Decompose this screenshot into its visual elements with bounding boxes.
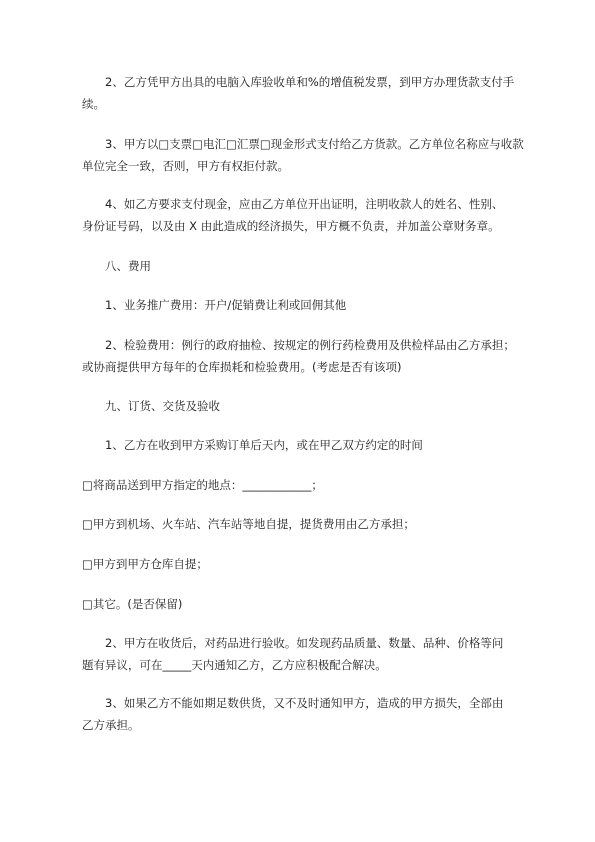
paragraph-line: 续。 <box>82 97 105 111</box>
paragraph-line: 或协商提供甲方每年的仓库损耗和检验费用。(考虑是否有该项) <box>82 360 402 374</box>
paragraph-acceptance <box>82 632 522 676</box>
paragraph-line: 2、甲方在收货后，对药品进行验收。如发现药品质量、数量、品种、价格等问 <box>105 636 504 650</box>
paragraph-line: 身份证号码，以及由 X 由此造成的经济损失，甲方概不负责，并加盖公章财务章。 <box>82 219 500 233</box>
section-heading-fees: 八、费用 <box>105 259 151 273</box>
option-other: □其它。(是否保留) <box>82 597 183 611</box>
paragraph-line: 乙方承担。 <box>82 718 140 732</box>
paragraph-line: 4、如乙方要求支付现金，应由乙方单位开出证明，注明收款人的姓名、性别、 <box>105 197 504 211</box>
option-warehouse-pickup: □甲方到甲方仓库自提； <box>82 557 208 571</box>
paragraph-line: 单位完全一致，否则，甲方有权拒付款。 <box>82 159 289 173</box>
paragraph-payment-invoice <box>82 71 522 115</box>
paragraph-promotion-fee: 1、业务推广费用：开户/促销费让利或回佣其他 <box>105 298 347 312</box>
paragraph-payment-method <box>82 133 522 177</box>
paragraph-inspection-fee <box>82 334 522 378</box>
section-heading-ordering: 九、订货、交货及验收 <box>105 399 220 413</box>
option-delivery-address: □将商品送到甲方指定的地点：____________； <box>82 478 323 492</box>
paragraph-supply-failure <box>82 692 522 736</box>
paragraph-cash-payment <box>82 193 522 237</box>
option-station-pickup: □甲方到机场、火车站、汽车站等地自提，提货费用由乙方承担； <box>82 517 415 531</box>
paragraph-line: 3、如果乙方不能如期足数供货，又不及时通知甲方，造成的甲方损失，全部由 <box>105 696 504 710</box>
paragraph-line: 题有异议，可在_____天内通知乙方，乙方应积极配合解决。 <box>82 658 387 672</box>
paragraph-line: 2、检验费用：例行的政府抽检、按规定的例行药检费用及供检样品由乙方承担； <box>105 338 515 352</box>
paragraph-order-delivery: 1、乙方在收到甲方采购订单后天内，或在甲乙双方约定的时间 <box>105 438 423 452</box>
paragraph-line: 3、甲方以□支票□电汇□汇票□现金形式支付给乙方货款。乙方单位名称应与收款 <box>105 137 524 151</box>
paragraph-line: 2、乙方凭甲方出具的电脑入库验收单和%的增值税发票，到甲方办理货款支付手 <box>105 75 515 89</box>
